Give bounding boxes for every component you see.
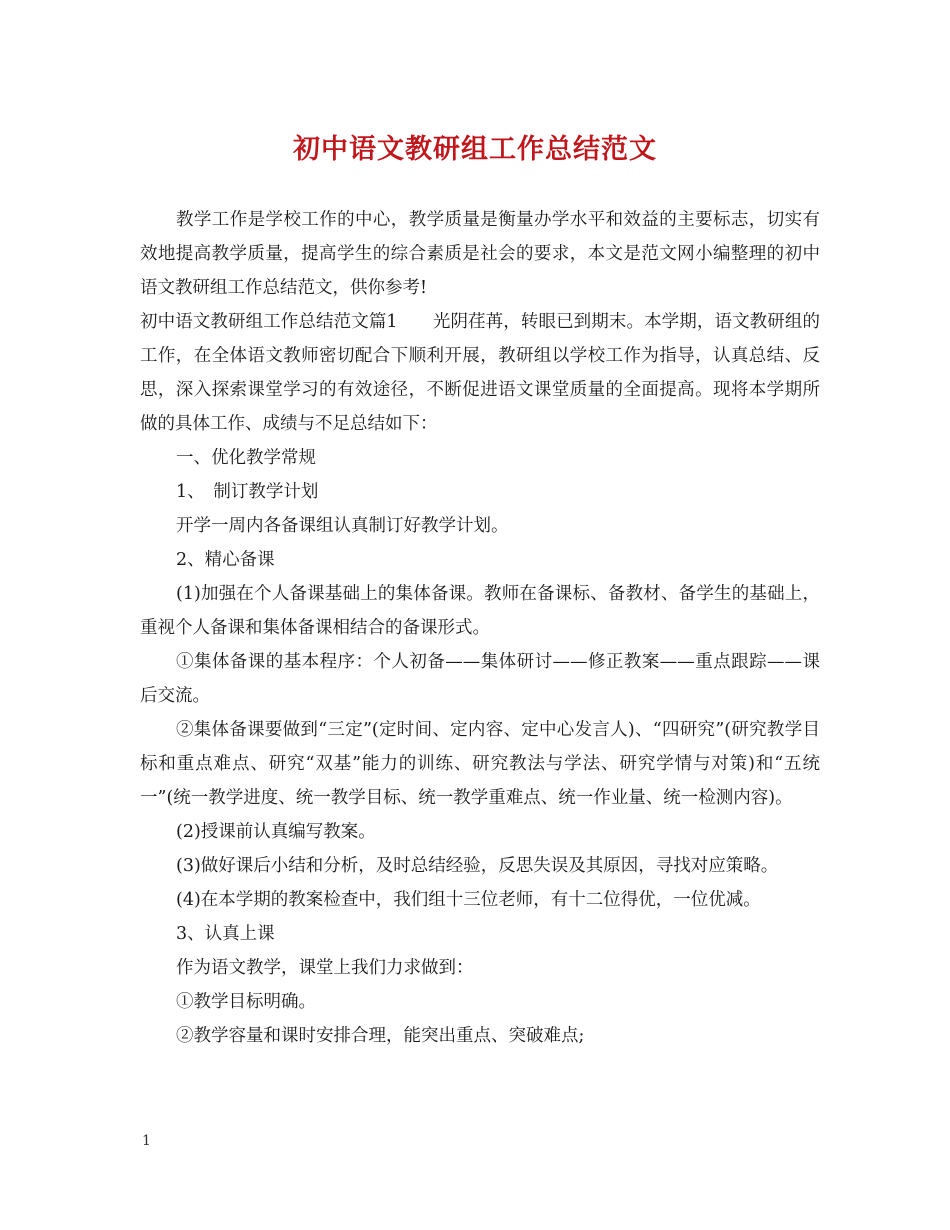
document-body (140, 203, 820, 1053)
paragraph-plan-detail: 开学一周内各备课组认真制订好教学计划。 (176, 516, 509, 536)
item-lesson-prep: 2、精心备课 (176, 550, 275, 570)
paragraph-prep-procedure: ①集体备课的基本程序：个人初备——集体研讨——修正教案——重点跟踪——课后交流。 (140, 652, 820, 706)
page-number: 1 (142, 1133, 151, 1149)
paragraph-collective-prep: (1)加强在个人备课基础上的集体备课。教师在备课标、备教材、备学生的基础上，重视个人备课和集体备课相结合的备课形式。 (140, 584, 820, 638)
document-title: 初中语文教研组工作总结范文 (293, 134, 657, 165)
intro-paragraph: 教学工作是学校工作的中心，教学质量是衡量办学水平和效益的主要标志，切实有效地提高教学质量，提高学生的综合素质是社会的要求，本文是范文网小编整理的初中语文教研组工作总结范文，供你参考! (140, 210, 820, 298)
section-paragraph: 初中语文教研组工作总结范文篇1 光阴荏苒，转眼已到期末。本学期，语文教研组的工作，在全体语文教师密切配合下顺利开展，教研组以学校工作为指导，认真总结、反思，深入探索课堂学习的有效途径，不断促进语文课堂质量的全面提高。现将本学期所做的具体工作、成绩与不足总结如下： (140, 312, 820, 434)
item-teaching-class: 3、认真上课 (176, 924, 275, 944)
paragraph-prep-requirements: ②集体备课要做到“三定”(定时间、定内容、定中心发言人)、“四研究”(研究教学目标和重点难点、研究“双基”能力的训练、研究教法与学法、研究学情与对策)和“五统一”(统一教学进度、统一教学目标、统一教学重难点、统一作业量、统一检测内容)。 (140, 720, 820, 808)
list-item-capacity: ②教学容量和课时安排合理，能突出重点、突破难点; (176, 1026, 585, 1046)
paragraph-inspection: (4)在本学期的教案检查中，我们组十三位老师，有十二位得优，一位优减。 (176, 890, 761, 910)
list-item-goal-clear: ①教学目标明确。 (176, 992, 316, 1012)
paragraph-class-goals: 作为语文教学，课堂上我们力求做到： (176, 958, 474, 978)
paragraph-lesson-plans: (2)授课前认真编写教案。 (176, 822, 376, 842)
paragraph-after-class: (3)做好课后小结和分析，及时总结经验，反思失误及其原因，寻找对应策略。 (176, 856, 779, 876)
heading-optimize-teaching: 一、优化教学常规 (176, 448, 316, 468)
item-teaching-plan: 1、 制订教学计划 (176, 482, 319, 502)
